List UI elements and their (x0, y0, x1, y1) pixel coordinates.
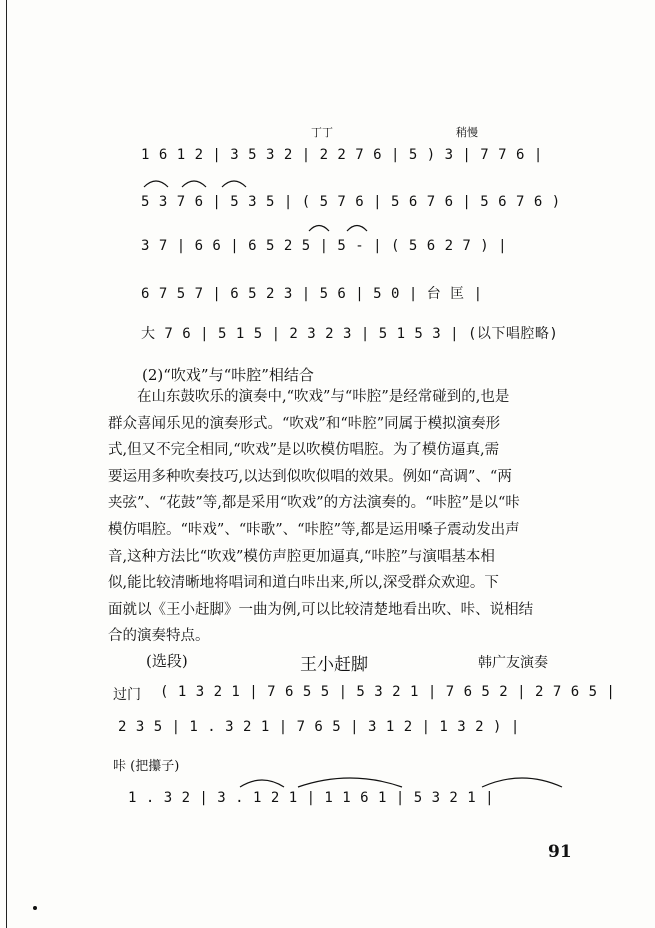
kha-label: 咔 (把攥子) (113, 759, 180, 774)
guomen-prefix: 过门 (113, 687, 141, 703)
page-left-rule (6, 0, 7, 928)
score-line-4: 6 7 5 7 | 6 5 2 3 | 5 6 | 5 0 | 台 匡 | (141, 286, 483, 302)
paragraph-line: 模仿唱腔。“咔戏”、“咔歌”、“咔腔”等,都是运用嗓子震动发出声 (108, 521, 520, 538)
excerpt-line-2: 2 3 5 | 1 . 3 2 1 | 7 6 5 | 3 1 2 | 1 3 2 ) | (118, 719, 520, 735)
paragraph-line: 在山东鼓吹乐的演奏中,“吹戏”与“咔腔”是经常碰到的,也是 (137, 389, 510, 405)
paragraph-line: 合的演奏特点。 (108, 628, 210, 645)
excerpt-performer: 韩广友演奏 (478, 655, 548, 671)
score-marking-shaoman: 稍慢 (456, 126, 478, 139)
body-paragraph (108, 384, 606, 650)
section-heading: (2)“吹戏”与“咔腔”相结合 (142, 366, 314, 384)
paragraph-line: 要运用多种吹奏技巧,以达到似吹似唱的效果。例如“高调”、“两 (108, 468, 512, 485)
page-number: 91 (548, 842, 572, 862)
score-line-2: 5 3 7 6 | 5 3 5 | ( 5 7 6 | 5 6 7 6 | 5 6 7 6 ) (141, 194, 561, 210)
score-line-5: 大 7 6 | 5 1 5 | 2 3 2 3 | 5 1 5 3 | (以下唱腔略) (141, 326, 559, 342)
paragraph-line: 群众喜闻乐见的演奏形式。“吹戏”和“咔腔”同属于模拟演奏形 (108, 415, 501, 432)
score-marking-dingding: 丁丁 (311, 126, 333, 139)
paragraph-line: 式,但又不完全相同,“吹戏”是以吹模仿唱腔。为了模仿逼真,需 (108, 442, 500, 459)
slur-marks-excerpt (232, 771, 592, 791)
paragraph-line: 音,这种方法比“吹戏”模仿声腔更加逼真,“咔腔”与演唱基本相 (108, 548, 495, 565)
score-line-1: 1 6 1 2 | 3 5 3 2 | 2 2 7 6 | 5 ) 3 | 7 7 6 | (141, 147, 543, 163)
excerpt-label: (选段) (146, 652, 188, 670)
score-line-3: 3 7 | 6 6 | 6 5 2 5 | 5 - | ( 5 6 2 7 ) | (141, 238, 508, 254)
paragraph-line: 面就以《王小赶脚》一曲为例,可以比较清楚地看出吹、咔、说相结 (108, 601, 534, 618)
stray-dot (33, 906, 37, 910)
slur-marks-line-2 (140, 173, 280, 191)
paragraph-line: 似,能比较清晰地将唱词和道白咔出来,所以,深受群众欢迎。下 (108, 575, 499, 592)
paragraph-line: 夹弦”、“花鼓”等,都是采用“吹戏”的方法演奏的。“咔腔”是以“咔 (108, 495, 520, 512)
excerpt-title: 王小赶脚 (300, 655, 368, 675)
excerpt-line-3: 1 . 3 2 | 3 . 1 2 1 | 1 1 6 1 | 5 3 2 1 | (128, 790, 495, 806)
slur-marks-line-3 (305, 218, 385, 234)
excerpt-line-1: ( 1 3 2 1 | 7 6 5 5 | 5 3 2 1 | 7 6 5 2 | 2 7 6 5 | (160, 684, 616, 700)
